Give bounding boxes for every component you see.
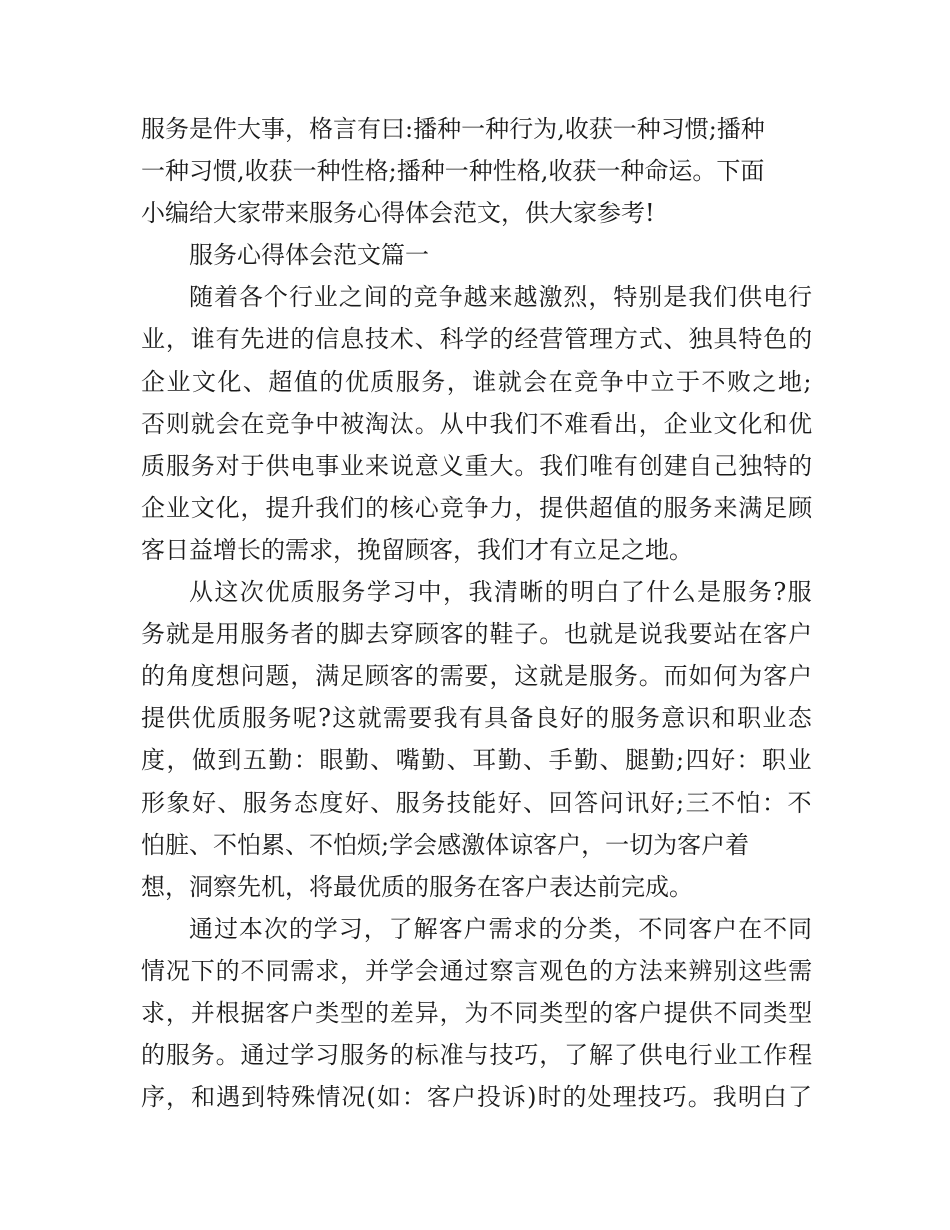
text-line: 度，做到五勤：眼勤、嘴勤、耳勤、手勤、腿勤;四好：职业 — [141, 746, 813, 775]
text-line: 一种习惯,收获一种性格;播种一种性格,收获一种命运。下面 — [141, 157, 765, 186]
text-line: 小编给大家带来服务心得体会范文，供大家参考! — [141, 199, 655, 228]
text-line: 企业文化、超值的优质服务，谁就会在竞争中立于不败之地; — [141, 367, 813, 396]
text-line: 想，洞察先机，将最优质的服务在客户表达前完成。 — [141, 872, 693, 901]
document-body — [141, 108, 813, 1118]
text-line: 服务是件大事，格言有曰:播种一种行为,收获一种习惯;播种 — [141, 115, 765, 143]
text-line: 质服务对于供电事业来说意义重大。我们唯有创建自己独特的 — [141, 451, 814, 480]
text-line: 形象好、服务态度好、服务技能好、回答问讯好;三不怕：不 — [141, 788, 813, 817]
paragraph-first-line: 从这次优质服务学习中，我清晰的明白了什么是服务?服 — [189, 578, 813, 607]
text-line: 的服务。通过学习服务的标准与技巧，了解了供电行业工作程 — [141, 1041, 814, 1070]
text-line: 客日益增长的需求，挽留顾客，我们才有立足之地。 — [141, 535, 693, 564]
text-line: 否则就会在竞争中被淘汰。从中我们不难看出，企业文化和优 — [141, 409, 814, 438]
text-line: 的角度想问题，满足顾客的需要，这就是服务。而如何为客户 — [141, 662, 814, 691]
text-line: 提供优质服务呢?这就需要我有具备良好的服务意识和职业态 — [141, 704, 813, 733]
text-line: 序，和遇到特殊情况(如：客户投诉)时的处理技巧。我明白了 — [141, 1083, 813, 1112]
paragraph-first-line: 服务心得体会范文篇一 — [189, 241, 429, 270]
text-line: 企业文化，提升我们的核心竞争力，提供超值的服务来满足顾 — [141, 493, 814, 522]
text-line: 业，谁有先进的信息技术、科学的经营管理方式、独具特色的 — [141, 325, 814, 354]
text-line: 务就是用服务者的脚去穿顾客的鞋子。也就是说我要站在客户 — [141, 620, 814, 649]
paragraph-first-line: 通过本次的学习，了解客户需求的分类，不同客户在不同 — [189, 914, 813, 943]
text-line: 怕脏、不怕累、不怕烦;学会感激体谅客户，一切为客户着 — [141, 830, 750, 859]
text-line: 情况下的不同需求，并学会通过察言观色的方法来辨别这些需 — [141, 956, 814, 985]
paragraph-first-line: 随着各个行业之间的竞争越来越激烈，特别是我们供电行 — [189, 283, 813, 312]
text-line: 求，并根据客户类型的差异，为不同类型的客户提供不同类型 — [141, 998, 814, 1027]
